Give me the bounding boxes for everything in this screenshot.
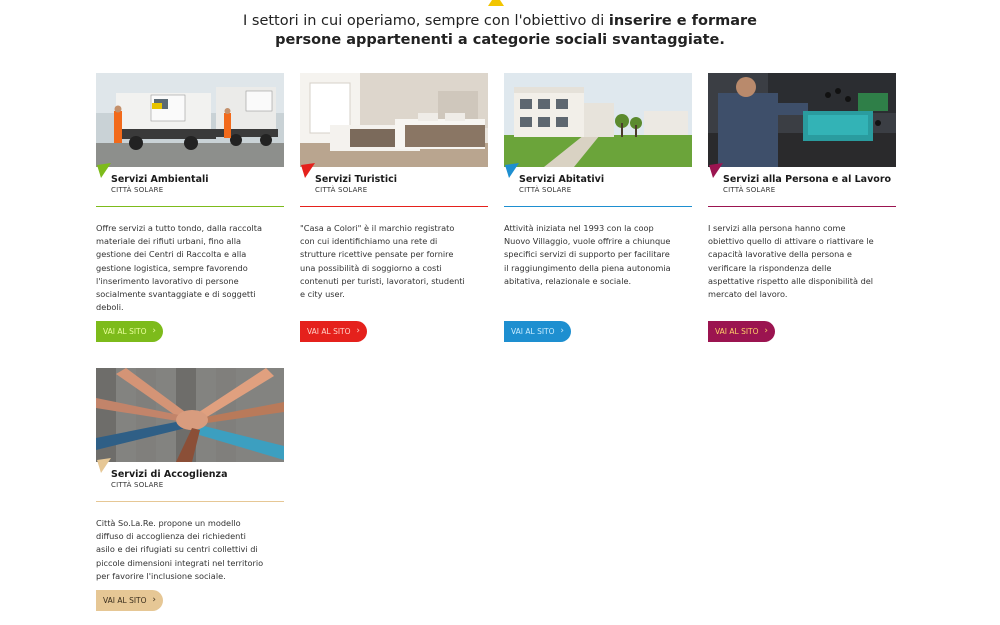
garbage-trucks-image xyxy=(96,73,284,167)
vai-al-sito-button[interactable] xyxy=(96,590,163,611)
card-servizi-ambientali xyxy=(96,73,284,336)
card-description: Città So.La.Re. propone un modello diffuso di accoglienza dei richiedenti asilo e dei rifugiati su centri collettivi di piccole dimensioni integrati nel territorio per favorire l'inclusione sociale. xyxy=(96,518,264,581)
chevron-right-icon: › xyxy=(764,326,768,336)
card-description: "Casa a Colori" è il marchio registrato con cui identifichiamo una rete di strutture ricettive pensate per fornire una possibilità di soggiorno a costi contenuti per turisti, lavoratori, studenti e city user. xyxy=(300,223,465,300)
hotel-room-image xyxy=(300,73,488,167)
corner-triangle-icon xyxy=(504,163,520,179)
chevron-right-icon: › xyxy=(356,326,360,336)
card-title: Servizi Ambientali xyxy=(111,174,209,185)
card-description: Attività iniziata nel 1993 con la coop Nuovo Villaggio, vuole offrire a chiunque specifici servizi di supporto per facilitare il raggiungimento della piena autonomia abitativa, relazionale e sociale. xyxy=(504,223,671,286)
card-title: Servizi alla Persona e al Lavoro xyxy=(723,174,892,185)
card-divider xyxy=(96,206,284,207)
vai-al-sito-button[interactable] xyxy=(96,321,163,342)
card-servizi-persona-lavoro xyxy=(708,73,896,336)
vai-al-sito-button[interactable] xyxy=(504,321,571,342)
card-servizi-turistici xyxy=(300,73,488,336)
card-divider xyxy=(504,206,692,207)
button-label: VAI AL SITO xyxy=(511,327,555,336)
intro-text-plain: I settori in cui operiamo, sempre con l'obiettivo di xyxy=(243,13,609,29)
vai-al-sito-button[interactable] xyxy=(708,321,775,342)
card-subtitle: CITTÀ SOLARE xyxy=(111,186,164,194)
residential-building-image xyxy=(504,73,692,167)
intro-text-bold-1: inserire e formare xyxy=(608,13,757,29)
photo-workers-sorting[interactable] xyxy=(708,73,896,167)
photo-joined-hands[interactable] xyxy=(96,368,284,462)
card-subtitle: CITTÀ SOLARE xyxy=(315,186,368,194)
card-subtitle: CITTÀ SOLARE xyxy=(111,481,164,489)
card-divider xyxy=(300,206,488,207)
photo-residential-building[interactable] xyxy=(504,73,692,167)
chevron-right-icon: › xyxy=(152,595,156,605)
photo-garbage-trucks[interactable] xyxy=(96,73,284,167)
corner-triangle-icon xyxy=(96,458,112,474)
card-servizi-abitativi xyxy=(504,73,692,336)
intro-text-bold-2: persone appartenenti a categorie sociali svantaggiate. xyxy=(275,32,725,48)
top-triangle-decoration xyxy=(488,0,504,6)
card-title: Servizi Turistici xyxy=(315,174,397,185)
card-divider xyxy=(96,501,284,502)
corner-triangle-icon xyxy=(300,163,316,179)
card-title: Servizi Abitativi xyxy=(519,174,605,185)
chevron-right-icon: › xyxy=(560,326,564,336)
button-label: VAI AL SITO xyxy=(307,327,351,336)
photo-hotel-room[interactable] xyxy=(300,73,488,167)
corner-triangle-icon xyxy=(96,163,112,179)
intro-heading xyxy=(200,12,800,50)
button-label: VAI AL SITO xyxy=(103,327,147,336)
corner-triangle-icon xyxy=(708,163,724,179)
card-subtitle: CITTÀ SOLARE xyxy=(723,186,776,194)
button-label: VAI AL SITO xyxy=(103,596,147,605)
vai-al-sito-button[interactable] xyxy=(300,321,367,342)
card-subtitle: CITTÀ SOLARE xyxy=(519,186,572,194)
joined-hands-image xyxy=(96,368,284,462)
card-description: I servizi alla persona hanno come obiettivo quello di attivare o riattivare le capacità lavorative della persona e verificare la rispondenza delle aspettative rispetto alle disponibilità del mercato del lavoro. xyxy=(708,223,874,300)
card-description: Offre servizi a tutto tondo, dalla raccolta materiale dei rifiuti urbani, fino alla gestione dei Centri di Raccolta e alla gestione logistica, sempre favorendo l'inserimento lavorativo di persone socialmente svantaggiate e di soggetti deboli. xyxy=(96,223,263,313)
card-divider xyxy=(708,206,896,207)
card-title: Servizi di Accoglienza xyxy=(111,469,228,480)
workers-sorting-image xyxy=(708,73,896,167)
chevron-right-icon: › xyxy=(152,326,156,336)
button-label: VAI AL SITO xyxy=(715,327,759,336)
card-servizi-accoglienza xyxy=(96,368,284,605)
